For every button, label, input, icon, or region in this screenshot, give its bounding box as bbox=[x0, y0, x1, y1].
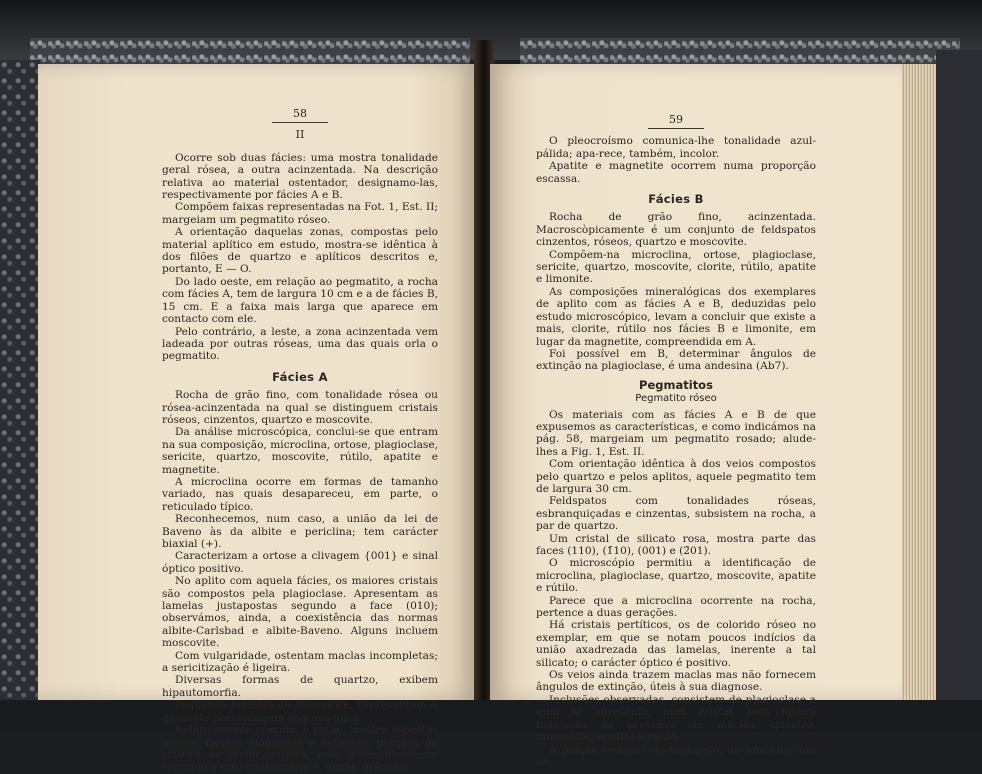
page-number: 58 bbox=[293, 107, 307, 120]
right-page-text bbox=[536, 114, 816, 768]
page-number: 59 bbox=[669, 113, 683, 126]
page-fore-edge bbox=[902, 64, 936, 700]
marbled-endpaper-side bbox=[0, 60, 40, 700]
section-heading: Pegmatitos bbox=[639, 377, 713, 392]
paragraph: No aplito com aquela fácies, os maiores cristais são compostos pela plagioclase. Apresentam as lamelas justapostas segundo a face (010); observámos, ainda, a coexistência das normas albite-Carlsbad e albite-Baveno. Alguns incluem moscovite. bbox=[162, 575, 438, 650]
paragraph: Compõem-na microclina, ortose, plagioclase, sericite, quartzo, moscovite, clorite, rútilo, apatite e limonite. bbox=[536, 248, 816, 286]
page-number-rule bbox=[648, 128, 704, 129]
section-numeral: II bbox=[295, 128, 305, 142]
paragraph: Caracterizam a ortose a clivagem {001} e sinal óptico positivo. bbox=[162, 550, 438, 575]
paragraph: A orientação daquelas zonas, compostas pelo material aplítico em estudo, mostra-se idêntica à dos filões de quartzo e aplíticos descritos e, portanto, E — O. bbox=[162, 226, 438, 276]
paragraph: Os materiais com as fácies A e B de que expusemos as características, e como indicámos na pág. 58, margeiam um pegmatito rosado; alude-lhes a Fig. 1, Est. II. bbox=[536, 408, 816, 458]
marbled-endpaper-left bbox=[30, 38, 470, 64]
paragraph: Diversas formas de quartzo, exibem hipautomorfia. bbox=[162, 674, 438, 699]
paragraph: Um cristal de silicato rosa, mostra parte das faces (110), (1̄10), (001) e (2̄01). bbox=[536, 532, 816, 557]
paragraph: Parece que a microclina ocorrente na rocha, pertence a duas gerações. bbox=[536, 594, 816, 620]
paragraph: Pelo contrário, a leste, a zona acinzentada vem ladeada por outras róseas, uma das quais orla o pegmatito. bbox=[162, 325, 438, 363]
left-page-text bbox=[162, 108, 438, 774]
paragraph: Reconhecemos, num caso, a união da lei de Baveno às da albite e periclina; tem carácter biaxial (+). bbox=[162, 513, 438, 550]
paragraph: A microclina ocorre em formas de tamanho variado, nas quais desapareceu, em parte, o reticulado típico. bbox=[162, 475, 438, 513]
paragraph: Apatite e magnetite ocorrem numa proporção escassa. bbox=[536, 160, 816, 185]
paragraph: Rocha de grão fino, com tonalidade rósea ou rósea-acinzentada na qual se distinguem cristais róseos, cinzentos, quartzo e moscovite. bbox=[162, 389, 438, 426]
paragraph: A porção restante do feldspato, de tom cinzento no bbox=[536, 743, 816, 768]
paragraph: Foi possível em B, determinar ângulos de extinção na plagioclase, é uma andesina (Ab7). bbox=[536, 347, 816, 373]
marbled-endpaper-right bbox=[520, 38, 960, 64]
paragraph: Do lado oeste, em relação ao pegmatito, a rocha com fácies A, tem de largura 10 cm e a de fácies B, 15 cm. E a faixa mais larga que aparece em contacto com ele. bbox=[162, 275, 438, 326]
paragraph: Feldspatos com tonalidades róseas, esbranquiçadas e cinzentas, subsistem na rocha, a par de quartzo. bbox=[536, 495, 816, 533]
paragraph: Os veios ainda trazem maclas mas não fornecem ângulos de extinção, úteis à sua diagnose. bbox=[536, 669, 816, 694]
book-cover-right bbox=[936, 50, 982, 710]
paragraph: Ocorre sob duas fácies: uma mostra tonalidade geral rósea, a outra acinzentada. Na descrição relativa ao material ostentador, designamo-las, respectivamente por fácies A e B. bbox=[162, 151, 438, 202]
page-number-rule bbox=[272, 122, 328, 123]
section-heading: Fácies B bbox=[648, 192, 704, 207]
paragraph: O microscópio permitiu a identificação de microclina, plagioclase, quartzo, moscovite, apatite e rútilo. bbox=[536, 557, 816, 595]
paragraph: Inclusões observadas, consistem de plagioclase a qual se apresenta, num cristal, com ligeira indicação da presença de maclas, quartzo, moscovite, apatite e rútilo. bbox=[536, 693, 816, 744]
section-heading: Fácies A bbox=[272, 369, 328, 384]
book-cover-bottom bbox=[0, 700, 982, 732]
paragraph: Com vulgaridade, ostentam maclas incompletas; a sericitização é ligeira. bbox=[162, 649, 438, 675]
paragraph: O pleocroísmo comunica-lhe tonalidade azul-pálida; apa-rece, também, incolor. bbox=[536, 135, 816, 160]
paragraph: Compõem faixas representadas na Fot. 1, Est. II; margeiam um pegmatito róseo. bbox=[162, 201, 438, 226]
paragraph: Da análise microscópica, conclui-se que entram na sua composição, microclina, ortose, plagioclase, sericite, quartzo, moscovite, rútilo, apatite e magnetite. bbox=[162, 426, 438, 476]
paragraph: As composições mineralógicas dos exemplares de aplito com as fácies A e B, deduzidas pelo estudo microscópico, levam a concluir que existe a mais, clorite, rútilo nos fácies B e limonite, em lugar da magnetite, compreendida em A. bbox=[536, 285, 816, 348]
paragraph: Rocha de grão fino, acinzentada. Macroscòpicamente é um conjunto de feldspatos cinzentos, róseos, quartzo e moscovite. bbox=[536, 211, 816, 249]
paragraph: Relativamente comum, o rútilo, mostra aspectos usuais: formas alongadas e estreitas, porções de cristais de maior largura, com desenvolvimento segundo o eixo quaternário e, ainda, grânulos. bbox=[162, 724, 438, 774]
subsection-heading: Pegmatito róseo bbox=[635, 393, 717, 405]
paragraph: Com orientação idêntica à dos veios compostos pelo quartzo e pelos aplitos, aquele pegmatito tem de largura 30 cm. bbox=[536, 458, 816, 495]
paragraph: Há cristais pertíticos, os de colorido róseo no exemplar, em que se notam poucos indícios da união axadrezada das lamelas, inerente a tal silicato; o carácter óptico é positivo. bbox=[536, 619, 816, 669]
paragraph: Pequenas lamelas de moscovite, representam a diminuta percentagem daquela mica. bbox=[162, 699, 438, 724]
